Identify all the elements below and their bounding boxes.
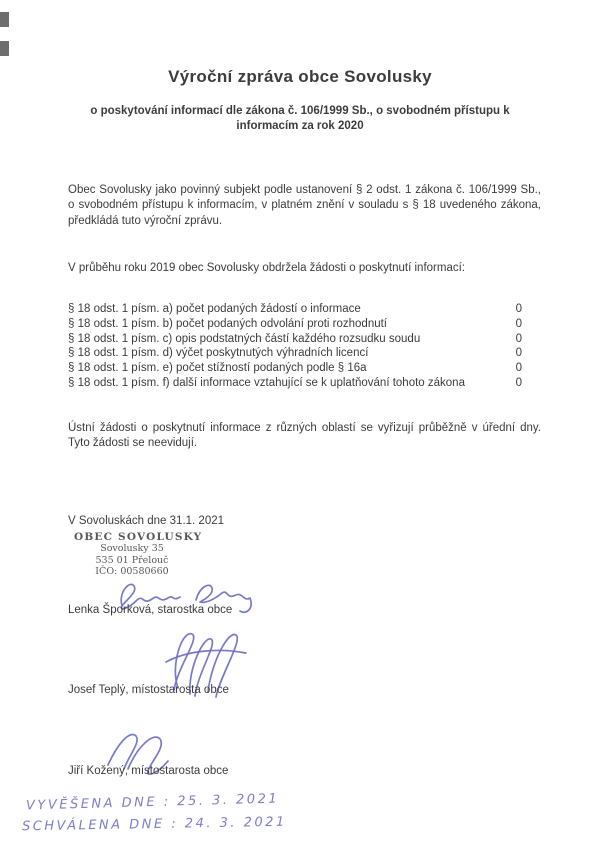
stamp-address-line: Sovolusky 35	[100, 543, 164, 554]
statistic-value: 0	[515, 362, 522, 375]
municipal-stamp	[74, 531, 203, 578]
statistic-value: 0	[515, 332, 522, 345]
statistics-list	[68, 302, 522, 391]
statistics-row	[68, 376, 522, 391]
statistic-value: 0	[515, 303, 522, 315]
requests-intro-paragraph: V průběhu roku 2019 obec Sovolusky obdržela žádosti o poskytnutí informací:	[68, 262, 465, 274]
intro-paragraph: Obec Sovolusky jako povinný subjekt podle ustanovení § 2 odst. 1 zákona č. 106/1999 Sb., o svobodném přístupu k informacím, v platném znění v souladu s § 18 uvedeného zákona, předkládá tuto výroční zprávu.	[68, 184, 541, 227]
statistic-label: § 18 odst. 1 písm. d) výčet poskytnutých výhradních licencí	[68, 347, 369, 360]
signatory-name-mistostarosta-2: Jiří Kožený, místostarosta obce	[68, 765, 229, 777]
statistic-value: 0	[515, 317, 522, 330]
statistic-label: § 18 odst. 1 písm. e) počet stížností podaných podle § 16a	[68, 362, 367, 375]
statistics-row	[68, 332, 522, 347]
statistic-label: § 18 odst. 1 písm. b) počet podaných odvolání proti rozhodnutí	[68, 317, 388, 330]
document-subtitle: o poskytování informací dle zákona č. 106/1999 Sb., o svobodném přístupu k informacím za rok 2020	[90, 105, 510, 132]
stamp-municipality-name: OBEC SOVOLUSKY	[74, 531, 203, 543]
statistics-row	[68, 317, 522, 332]
signatory-name-mistostarosta-1: Josef Teplý, místostarosta obce	[68, 684, 229, 696]
statistics-row	[68, 302, 522, 317]
date-line: V Sovoluskách dne 31.1. 2021	[68, 515, 225, 527]
scan-artifact-mark	[0, 41, 9, 56]
statistics-row	[68, 346, 522, 361]
document-title: Výroční zpráva obce Sovolusky	[168, 67, 432, 86]
statistic-value: 0	[515, 347, 522, 360]
statistic-value: 0	[515, 376, 522, 389]
statistics-row	[68, 361, 522, 376]
statistic-label: § 18 odst. 1 písm. f) další informace vztahující se k uplatňování tohoto zákona	[68, 376, 465, 389]
oral-requests-paragraph: Ústní žádosti o poskytnutí informace z různých oblastí se vyřizují průběžně v úřední dny. Tyto žádosti se neevidují.	[68, 422, 541, 450]
handwritten-approved-note: SCHVÁLENA DNE : 24. 3. 2021	[21, 814, 287, 835]
statistic-label: § 18 odst. 1 písm. c) opis podstatných částí každého rozsudku soudu	[68, 332, 421, 345]
statistic-label: § 18 odst. 1 písm. a) počet podaných žádostí o informace	[68, 303, 361, 315]
scan-artifact-mark	[0, 12, 9, 27]
handwritten-posted-note: VYVĚŠENA DNE : 25. 3. 2021	[25, 791, 280, 814]
stamp-ico-line: IČO: 00580660	[95, 566, 169, 577]
stamp-address-line: 535 01 Přelouč	[95, 554, 169, 566]
signatory-name-starostka: Lenka Šporková, starostka obce	[68, 604, 233, 616]
